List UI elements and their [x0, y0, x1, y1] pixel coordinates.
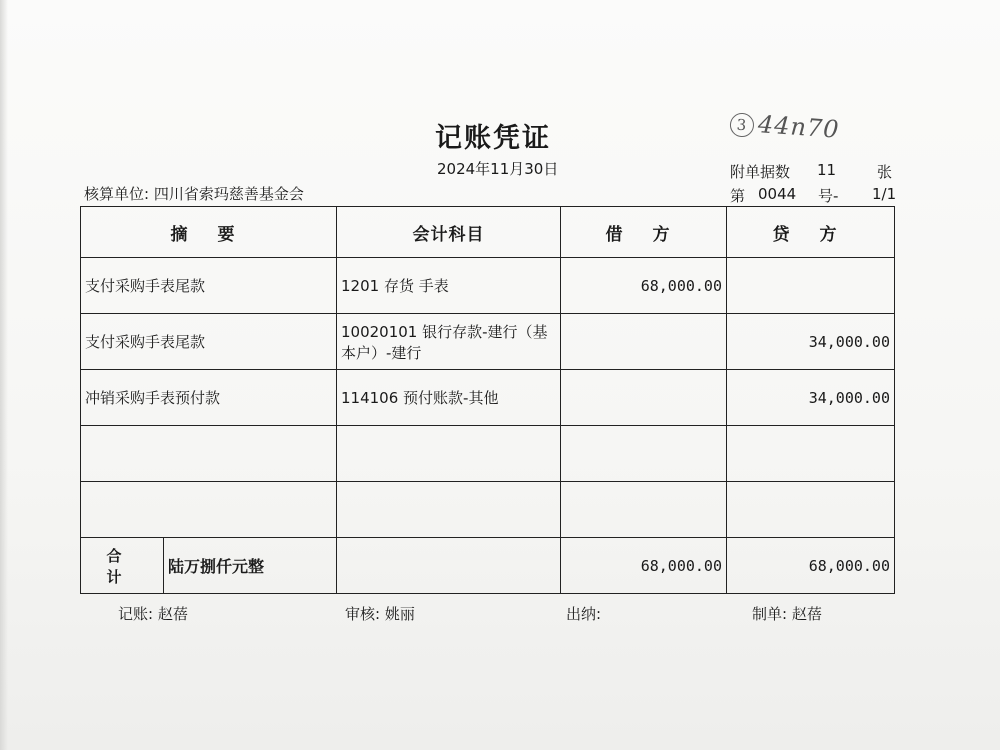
row-debit [561, 370, 727, 426]
row-debit [561, 482, 727, 538]
table-row [81, 370, 895, 426]
voucher-no-suffix: 号- [818, 187, 839, 205]
header-debit: 借 方 [561, 207, 727, 258]
table-row [81, 482, 895, 538]
table-header-row [81, 207, 895, 258]
voucher-no-value: 0044 [758, 185, 797, 203]
total-debit: 68,000.00 [561, 538, 727, 594]
total-label: 合 计 [81, 538, 164, 593]
attachments-count [730, 161, 900, 182]
handwritten-note: 44n70 [757, 110, 841, 144]
bookkeeper-sign: 记账: 赵蓓 [118, 605, 188, 623]
attachments-number: 11 [817, 161, 837, 179]
voucher-no-prefix: 第 [730, 187, 746, 205]
header-credit: 贷 方 [727, 207, 895, 258]
row-account: 1201 存货 手表 [337, 258, 561, 314]
row-credit [727, 482, 895, 538]
total-credit: 68,000.00 [727, 538, 895, 594]
row-summary: 支付采购手表尾款 [81, 258, 337, 314]
total-amount-words: 陆万捌仟元整 [168, 557, 265, 576]
voucher-date: 2024年11月30日 [437, 160, 559, 178]
table-row [81, 426, 895, 482]
row-credit: 34,000.00 [727, 370, 895, 426]
header-account: 会计科目 [337, 207, 561, 258]
row-account: 10020101 银行存款-建行（基本户）-建行 [337, 314, 561, 370]
row-account: 114106 预付账款-其他 [337, 370, 561, 426]
voucher-page: 1/1 [872, 185, 897, 203]
row-account [337, 482, 561, 538]
row-credit: 34,000.00 [727, 314, 895, 370]
row-summary: 支付采购手表尾款 [81, 314, 337, 370]
voucher-table [80, 206, 895, 594]
handwritten-circle-number: 3 [729, 112, 755, 138]
total-row [81, 538, 895, 594]
header-summary: 摘 要 [81, 207, 337, 258]
row-credit [727, 426, 895, 482]
scan-edge [0, 0, 8, 750]
row-debit [561, 314, 727, 370]
reviewer-sign: 审核: 姚丽 [345, 605, 415, 623]
row-summary: 冲销采购手表预付款 [81, 370, 337, 426]
accounting-unit: 核算单位: 四川省索玛慈善基金会 [84, 185, 304, 203]
attachments-unit: 张 [877, 163, 893, 181]
table-row [81, 314, 895, 370]
row-summary [81, 426, 337, 482]
row-credit [727, 258, 895, 314]
row-debit [561, 426, 727, 482]
attachments-label: 附单据数 [730, 163, 791, 181]
voucher-title: 记账凭证 [435, 123, 551, 154]
total-blank [337, 538, 561, 594]
row-debit: 68,000.00 [561, 258, 727, 314]
cashier-sign: 出纳: [566, 605, 602, 623]
total-cell [81, 538, 337, 594]
preparer-sign: 制单: 赵蓓 [752, 605, 822, 623]
row-account [337, 426, 561, 482]
table-row [81, 258, 895, 314]
row-summary [81, 482, 337, 538]
